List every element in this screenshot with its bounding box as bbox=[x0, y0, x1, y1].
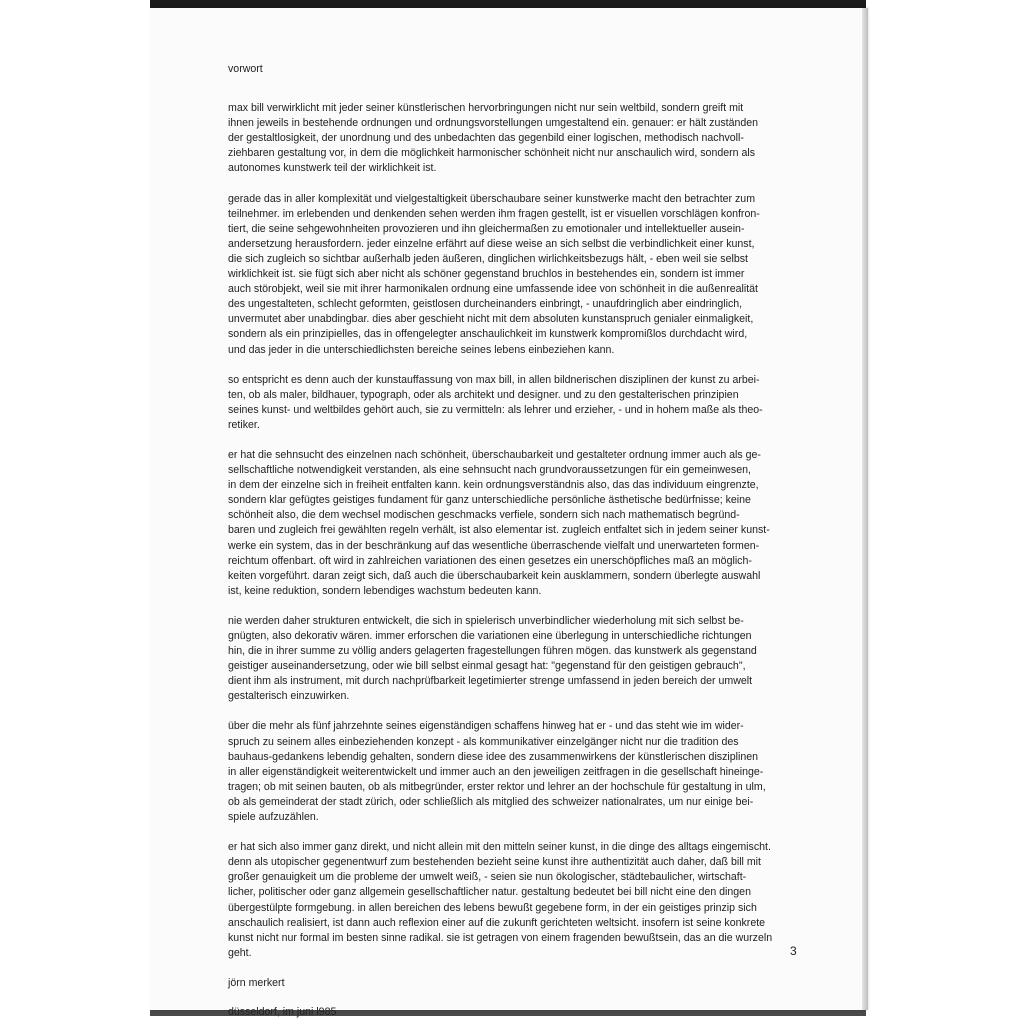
text-line: spruch zu seinem alles einbeziehenden konzept - als kommunikativer einzelgänger nicht nur die tradition des bbox=[228, 735, 739, 748]
text-line: über die mehr als fünf jahrzehnte seines eigenständigen schaffens hinweg hat er - und das steht wie im wider- bbox=[228, 720, 744, 733]
paragraph-2 bbox=[228, 192, 812, 358]
text-line: gestalterisch einzuwirken. bbox=[228, 690, 350, 703]
text-line: ist, keine reduktion, sondern lebendiges wachstum bedeuten kann. bbox=[228, 584, 542, 597]
text-line: sondern klar gefügtes geistiges fundament für ganz unterschiedliche persönliche ästhetische bedürfnisse; keine bbox=[228, 494, 751, 507]
text-line: er hat sich also immer ganz direkt, und nicht allein mit den mitteln seiner kunst, in die dinge des alltags eingemischt. bbox=[228, 841, 771, 854]
text-line: der gestaltlosigkeit, der unordnung und des unbedachten das gegenbild einer logischen, methodisch nachvoll- bbox=[228, 132, 744, 145]
text-line: bauhaus-gedankens lebendig gehalten, sondern diese idee des zusammenwirkens der künstlerischen disziplinen bbox=[228, 750, 759, 763]
text-line: des ungestalteten, schlecht geformten, geistlosen durcheinanders einbringt, - unaufdringlich aber eindringlich, bbox=[228, 298, 743, 311]
text-line: seines kunst- und weltbildes gehört auch, sie zu vermitteln: als lehrer und erzieher, - und in hohem maße als theo- bbox=[228, 403, 763, 416]
text-line: tiert, die seine sehgewohnheiten provozieren und ihn gleichermaßen zu emotionaler und intellektueller ausein- bbox=[228, 222, 745, 235]
text-line: gerade das in aller komplexität und vielgestaltigkeit überschaubare seiner kunstwerke macht den betrachter zum bbox=[228, 192, 756, 205]
page-right-edge bbox=[862, 8, 868, 1010]
text-line: er hat die sehnsucht des einzelnen nach schönheit, überschaubarkeit und gestalteter ordnung immer auch als ge- bbox=[228, 448, 761, 461]
paragraph-6 bbox=[228, 719, 812, 825]
text-line: nie werden daher strukturen entwickelt, die sich in spielerisch unverbindlicher wiederholung mit sich selbst be- bbox=[228, 614, 744, 627]
text-line: denn als utopischer gegenentwurf zum bestehenden bezieht seine kunst ihre authentizität auch daher, daß bill mit bbox=[228, 856, 761, 869]
paragraph-3 bbox=[228, 373, 812, 433]
text-line: keiten vorgeführt. daran zeigt sich, daß auch die überschaubarkeit kein ausklammern, sondern überlegte auswahl bbox=[228, 569, 761, 582]
author-name: jörn merkert bbox=[228, 976, 285, 989]
text-line: max bill verwirklicht mit jeder seiner künstlerischen hervorbringungen nicht nur sein weltbild, sondern greift mit bbox=[228, 102, 744, 115]
text-line: übergestülpte formgebung. in allen bereichen des lebens bewußt gegebene form, in der ein geistiges prinzip sich bbox=[228, 901, 757, 914]
section-heading: vorwort bbox=[228, 63, 263, 75]
text-line: tragen; ob mit seinen bauten, ob als mitbegründer, erster rektor und lehrer an der hochschule für gestaltung in ulm, bbox=[228, 780, 766, 793]
text-line: andersetzung herausfordern. jeder einzelne erfährt auf diese weise an sich selbst die verbindlichkeit einer kunst, bbox=[228, 237, 755, 250]
text-line: anschaulich realisiert, ist dann auch reflexion einer auf die zukunft gerichteten weltsicht. insofern ist seine konkrete bbox=[228, 916, 766, 929]
text-line: großer genauigkeit um die probleme der umwelt weiß, - seien sie nun ökologischer, städtebaulicher, wirtschaft- bbox=[228, 871, 747, 884]
text-line: spiele aufzuzählen. bbox=[228, 811, 319, 824]
text-line: auch störobjekt, weil sie mit ihrer harmonikalen ordnung eine umfassende idee von schönheit in die außenrealität bbox=[228, 283, 758, 296]
text-line: baren und zugleich frei gewählten regeln verhält, ist also elementar ist. zugleich entfaltet sich in jedem seiner kunst- bbox=[228, 524, 770, 537]
text-line: licher, politischer oder ganz allgemein gesellschaftlicher natur. gestaltung bedeutet bei bill nicht eine den dingen bbox=[228, 886, 751, 899]
text-line: hin, die in ihrer summe zu völlig anders gelagerten fragestellungen führen mögen. das kunstwerk als gegenstand bbox=[228, 645, 757, 658]
page-number: 3 bbox=[790, 944, 797, 958]
place-date: düsseldorf, im juni l985 bbox=[228, 1005, 337, 1018]
text-line: die sich zugleich so sichtbar außerhalb jeden äußeren, dinglichen wirlichkeitsbezugs hält, - eben weil sie selbst bbox=[228, 252, 748, 265]
text-line: werke ein system, das in der beschränkung auf das wesentliche überraschende vielfalt und unerwarteten formen- bbox=[228, 539, 760, 552]
text-line: ziehbaren gestaltung vor, in dem die möglichkeit harmonischer schönheit nicht nur anschaulich wird, sondern als bbox=[228, 147, 756, 160]
text-line: und das jeder in die unterschiedlichsten bereiche seines lebens einbeziehen kann. bbox=[228, 343, 615, 356]
text-line: geht. bbox=[228, 946, 252, 959]
text-line: in dem der einzelne sich in freiheit entfalten kann. kein ordnungsverständnis also, das das individuum eingrenzte, bbox=[228, 479, 759, 492]
text-line: dient ihm als instrument, mit durch nachprüfbarkeit legetimierter strenge umfassend in jeden bereich der umwelt bbox=[228, 675, 753, 688]
paragraph-7 bbox=[228, 840, 812, 961]
paragraph-1 bbox=[228, 101, 812, 176]
text-line: so entspricht es denn auch der kunstauffassung von max bill, in allen bildnerischen disziplinen der kunst zu arbei- bbox=[228, 373, 760, 386]
text-line: in aller eigenständigkeit weiterentwickelt und immer auch an den jeweiligen zeitfragen in die gesellschaft hineinge- bbox=[228, 765, 764, 778]
text-line: teilnehmer. im erlebenden und denkenden sehen werden ihm fragen gestellt, ist er visuellen vorschlägen konfron- bbox=[228, 207, 760, 220]
document-body bbox=[228, 62, 812, 1020]
text-line: gnügten, also dekorativ wären. immer erforschen die variationen eine überlegung in unterschiedliche richtungen bbox=[228, 630, 752, 642]
text-line: autonomes kunstwerk teil der wirklichkeit ist. bbox=[228, 162, 437, 175]
text-line: ten, ob als maler, bildhauer, typograph, oder als architekt und designer. und zu den gestalterischen prinzipien bbox=[228, 388, 739, 401]
text-line: sellschaftliche notwendigkeit verstanden, als eine sehnsucht nach grundvoraussetzungen für ein gemeinwesen, bbox=[228, 464, 751, 477]
text-line: schönheit also, die dem wechsel modischen geschmacks verfiele, sondern sich nach mathematisch begründ- bbox=[228, 509, 740, 522]
paragraph-4 bbox=[228, 448, 812, 599]
text-line: retiker. bbox=[228, 418, 260, 431]
text-line: geistiger auseinandersetzung, oder wie bill selbst einmal gesagt hat: "gegenstand für den geistigen gebrauch", bbox=[228, 660, 746, 673]
paragraph-5 bbox=[228, 614, 812, 705]
text-line: kunst nicht nur formal im besten sinne radikal. sie ist getragen von einem fragenden bewußtsein, das an die wurzeln bbox=[228, 931, 773, 944]
text-line: sondern als ein prinzipielles, das in offengelegter anschaulichkeit im kunstwerk kompromißlos durchdacht wird, bbox=[228, 328, 748, 341]
text-line: reichtum offenbart. oft wird in zahlreichen variationen des einen gesetzes ein unerschöpfliches maß an möglich- bbox=[228, 554, 752, 567]
text-line: ob als gemeinderat der stadt zürich, oder schließlich als mitglied des schweizer nationalrates, um nur einige bei- bbox=[228, 795, 754, 808]
text-line: ihnen jeweils in bestehende ordnungen und ordnungsvorstellungen umgestaltend ein. genauer: er hält zuständen bbox=[228, 117, 759, 130]
text-line: unvermutet aber unabdingbar. dies aber geschieht nicht mit dem absoluten kunstanspruch genialer einmaligkeit, bbox=[228, 313, 754, 326]
text-line: wirklichkeit ist. sie fügt sich aber nicht als schöner gegenstand bruchlos in bestehendes ein, sondern ist immer bbox=[228, 268, 745, 281]
